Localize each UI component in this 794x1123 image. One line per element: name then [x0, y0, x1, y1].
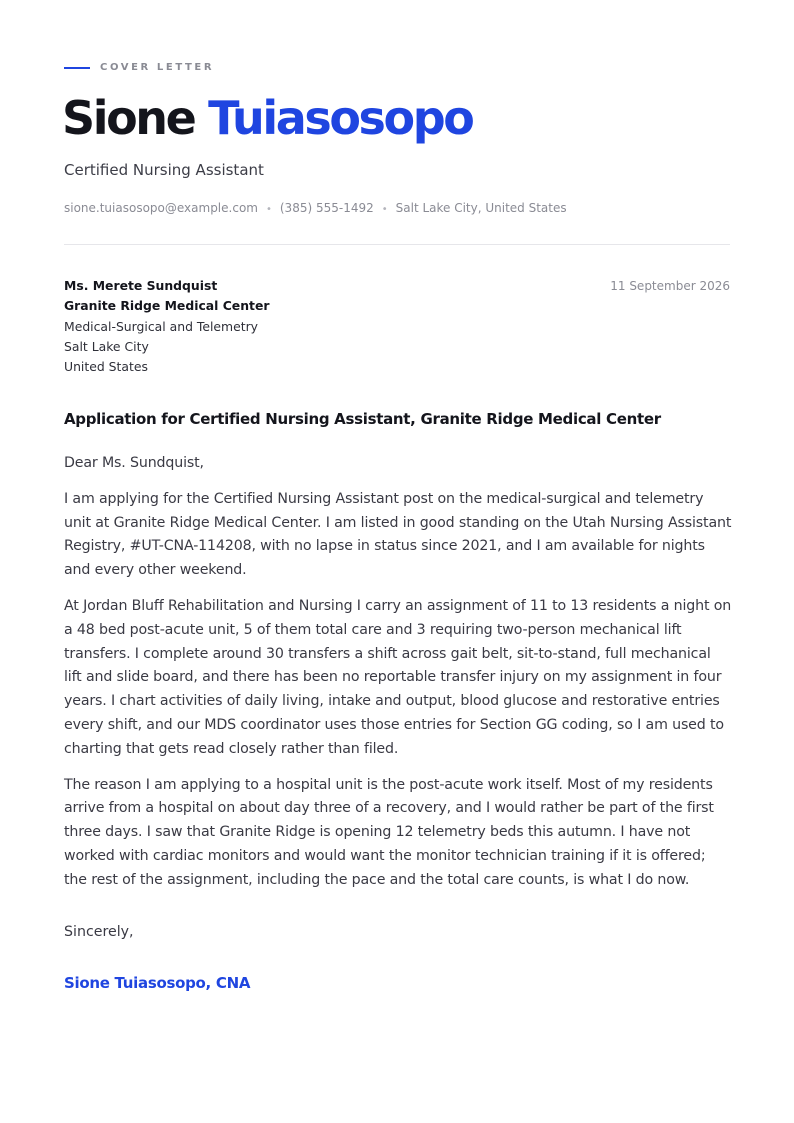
applicant-name: [62, 86, 472, 150]
recipient-city: Salt Lake City: [64, 338, 149, 354]
letter-date: 11 September 2026: [610, 279, 730, 293]
body-paragraph: The reason I am applying to a hospital unit is the post-acute work itself. Most of my residents arrive from a hospital on about day three of a recovery, and I would rather be part of the first three days. I saw that Granite Ridge is opening 12 telemetry beds this autumn. I have not worked with cardiac monitors and would want the monitor technician training if it is offered; the rest of the assignment, including the pace and the total care counts, is what I do now.: [64, 776, 714, 888]
contact-line: [64, 201, 567, 215]
contact-location: Salt Lake City, United States: [395, 201, 567, 215]
closing: Sincerely,: [64, 924, 134, 940]
contact-separator: •: [381, 204, 388, 215]
contact-phone: (385) 555-1492: [279, 201, 374, 215]
salutation: Dear Ms. Sundquist,: [64, 455, 204, 471]
recipient-country: United States: [64, 359, 148, 375]
letter-subject: Application for Certified Nursing Assistant, Granite Ridge Medical Center: [64, 410, 661, 428]
header-divider: [64, 244, 730, 245]
recipient-name: Ms. Merete Sundquist: [64, 278, 218, 293]
recipient-block: [64, 276, 269, 377]
applicant-last-name: Tuiasosopo: [208, 91, 473, 145]
body-paragraph: I am applying for the Certified Nursing Assistant post on the medical-surgical and telemetry unit at Granite Ridge Medical Center. I am listed in good standing on the Utah Nursing Assistant Registry, #UT-CNA-114208, with no lapse in status since 2021, and I am available for nights and every other weekend.: [64, 490, 732, 579]
applicant-role: Certified Nursing Assistant: [64, 161, 264, 179]
label-accent-line: [64, 67, 90, 69]
letter-body: [64, 452, 732, 905]
contact-separator: •: [265, 204, 272, 215]
document-label-text: COVER LETTER: [100, 62, 215, 73]
recipient-organization: Granite Ridge Medical Center: [64, 298, 270, 314]
body-paragraph: At Jordan Bluff Rehabilitation and Nursing I carry an assignment of 11 to 13 residents a night on a 48 bed post-acute unit, 5 of them total care and 3 requiring two-person mechanical lift transfers. I complete around 30 transfers a shift across gait belt, sit-to-stand, full mechanical lift and slide board, and there has been no reportable transfer injury on my assignment in four years. I chart activities of daily living, intake and output, blood glucose and restorative entries every shift, and our MDS coordinator uses those entries for Section GG coding, so I am used to charting that gets read closely rather than filed.: [64, 597, 732, 757]
signature: Sione Tuiasosopo, CNA: [64, 974, 251, 992]
applicant-first-name: Sione: [62, 91, 195, 145]
document-label: [64, 62, 214, 73]
contact-email: sione.tuiasosopo@example.com: [64, 201, 258, 215]
recipient-department: Medical-Surgical and Telemetry: [64, 318, 259, 334]
